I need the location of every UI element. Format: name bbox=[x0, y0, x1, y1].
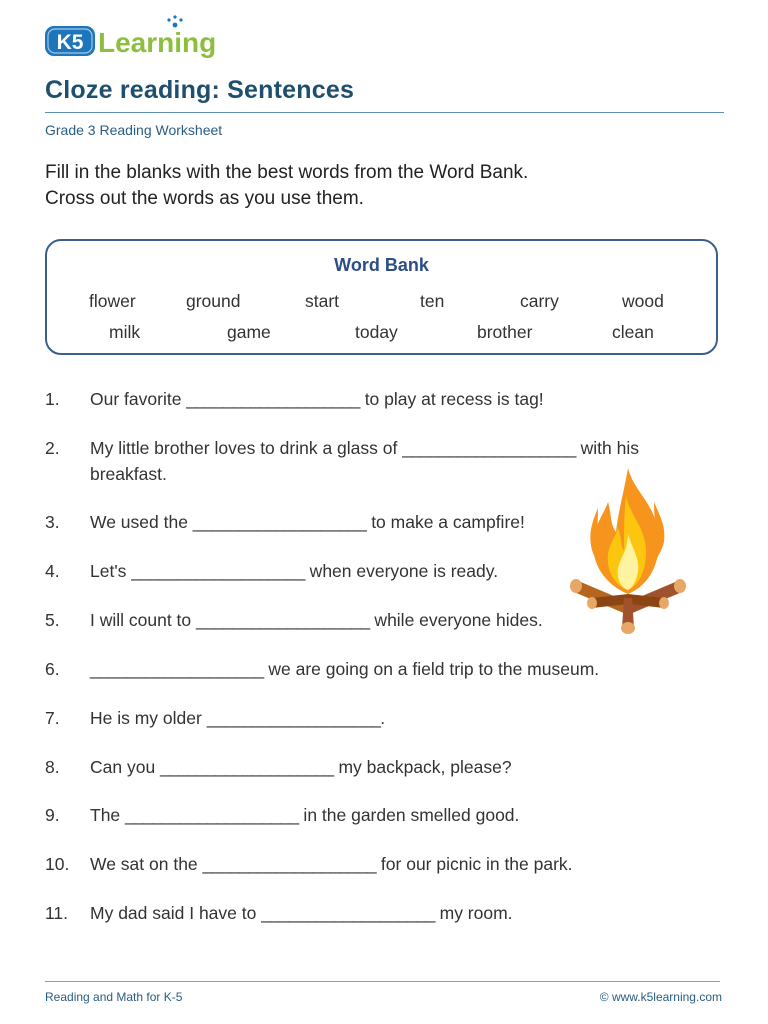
question-text-before: We used the bbox=[90, 512, 193, 532]
answer-blank[interactable]: ___________________ bbox=[192, 512, 367, 532]
question-text-after: my room. bbox=[434, 903, 513, 923]
word-bank-title: Word Bank bbox=[334, 255, 429, 275]
question-number: 3. bbox=[45, 512, 60, 532]
word-bank-word: brother bbox=[477, 322, 533, 342]
question-number: 2. bbox=[45, 438, 60, 458]
answer-blank[interactable]: ___________________ bbox=[160, 757, 334, 777]
page-title: Cloze reading: Sentences bbox=[45, 76, 355, 104]
word-bank-word: ground bbox=[186, 291, 241, 311]
word-bank bbox=[45, 239, 718, 355]
instructions-line-2: Cross out the words as you use them. bbox=[45, 188, 364, 209]
question-text-after: . bbox=[380, 708, 386, 728]
k5-learning-logo bbox=[44, 14, 220, 64]
question-text-before: Can you bbox=[90, 757, 161, 777]
question-text-after: for our picnic in the park. bbox=[376, 854, 573, 874]
question-text bbox=[90, 900, 680, 926]
answer-blank[interactable]: ___________________ bbox=[90, 659, 264, 679]
question-text-after: when everyone is ready. bbox=[304, 561, 499, 581]
question-number: 5. bbox=[45, 610, 60, 630]
word-bank-word: carry bbox=[520, 291, 559, 311]
question-number: 7. bbox=[45, 708, 60, 728]
question-number: 9. bbox=[45, 805, 60, 825]
footer-divider bbox=[45, 981, 720, 982]
footer-tagline: Reading and Math for K-5 bbox=[45, 990, 183, 1004]
answer-blank[interactable]: ___________________ bbox=[131, 561, 305, 581]
question-number: 11. bbox=[45, 903, 69, 923]
question-text-after: to make a campfire! bbox=[366, 512, 525, 532]
word-bank-word: ten bbox=[420, 291, 445, 311]
question-text-before: Let's bbox=[90, 561, 132, 581]
word-bank-word: wood bbox=[622, 291, 664, 311]
answer-blank[interactable]: ___________________ bbox=[196, 610, 370, 630]
word-bank-word: clean bbox=[612, 322, 654, 342]
question-number: 10. bbox=[45, 854, 70, 874]
word-bank-word: start bbox=[305, 291, 340, 311]
question-text bbox=[90, 802, 680, 828]
logo-text: Learning bbox=[98, 27, 217, 58]
question-text-before: My dad said I have to bbox=[90, 903, 262, 923]
question-text-before: I will count to bbox=[90, 610, 197, 630]
header-divider bbox=[45, 112, 724, 113]
logo-prefix: K5 bbox=[56, 31, 84, 54]
word-bank-word: game bbox=[227, 322, 271, 342]
question-text-before: Our favorite bbox=[90, 389, 187, 409]
question-text-after: in the garden smelled good. bbox=[298, 805, 520, 825]
logo-stars-icon bbox=[167, 15, 182, 27]
instructions bbox=[45, 160, 528, 212]
question-text-before: We sat on the bbox=[90, 854, 203, 874]
question-text-after: my backpack, please? bbox=[333, 757, 512, 777]
question-text-after: to play at recess is tag! bbox=[359, 389, 544, 409]
question-text bbox=[90, 705, 680, 731]
word-bank-word: today bbox=[355, 322, 398, 342]
answer-blank[interactable]: ___________________ bbox=[402, 438, 576, 458]
question-text-after: we are going on a field trip to the museum. bbox=[263, 659, 600, 679]
answer-blank[interactable]: ___________________ bbox=[261, 903, 435, 923]
question-text bbox=[90, 754, 680, 780]
word-bank-word: milk bbox=[109, 322, 141, 342]
answer-blank[interactable]: ___________________ bbox=[125, 805, 299, 825]
question-number: 1. bbox=[45, 389, 60, 409]
question-text-before: He is my older bbox=[90, 708, 207, 728]
answer-blank[interactable]: ___________________ bbox=[186, 389, 360, 409]
question-number: 6. bbox=[45, 659, 60, 679]
flame-icon bbox=[590, 468, 664, 594]
question-text bbox=[90, 656, 680, 682]
campfire-icon bbox=[568, 462, 688, 638]
answer-blank[interactable]: ___________________ bbox=[202, 854, 377, 874]
answer-blank[interactable]: ___________________ bbox=[206, 708, 381, 728]
instructions-line-1: Fill in the blanks with the best words from the Word Bank. bbox=[45, 162, 529, 183]
question-number: 8. bbox=[45, 757, 60, 777]
question-text bbox=[90, 851, 680, 877]
question-text-before: My little brother loves to drink a glass of bbox=[90, 438, 403, 458]
question-text bbox=[90, 386, 680, 412]
word-bank-word: flower bbox=[89, 291, 136, 311]
question-text-before: The bbox=[90, 805, 126, 825]
question-number: 4. bbox=[45, 561, 60, 581]
footer-website-link[interactable]: © www.k5learning.com bbox=[599, 990, 722, 1004]
question-text-after: with his breakfast. bbox=[90, 438, 639, 484]
page-subtitle: Grade 3 Reading Worksheet bbox=[45, 122, 223, 138]
question-text-after: while everyone hides. bbox=[369, 610, 543, 630]
